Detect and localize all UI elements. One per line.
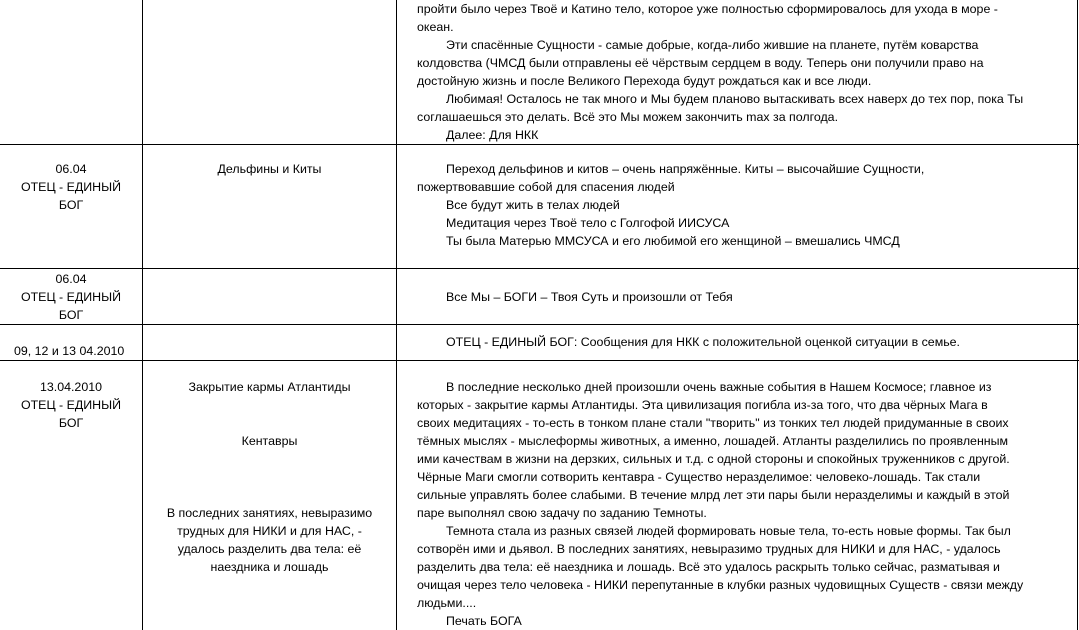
- paragraph-line: Переход дельфинов и китов – очень напряжённые. Киты – высочайшие Сущности,: [446, 162, 925, 176]
- author-text: БОГ: [58, 308, 84, 322]
- date-text: 13.04.2010: [39, 380, 102, 394]
- date-author-cell: [0, 160, 142, 214]
- table-row-content-cell: [403, 288, 1079, 306]
- paragraph-line: Все Мы – БОГИ – Твоя Суть и произошли от Тебя: [446, 290, 733, 304]
- paragraph-line: колдовства (ЧМСД были отправлены её чёрствым сердцем в воду. Теперь они получили право на: [417, 56, 984, 70]
- paragraph-line: очищая через тело человека - НИКИ перепутанные в клубки разных чудовищных Существ - связи между: [417, 578, 1024, 592]
- paragraph-line: Все будут жить в телах людей: [446, 198, 620, 212]
- paragraph-line: ими качествам в жизни на дерзких, сильных и т.д. с одной стороны и спокойных труженников с другой.: [417, 452, 1010, 466]
- table-row-content-cell: [403, 333, 1079, 351]
- topic-cell: [143, 378, 396, 396]
- row-divider: [0, 324, 1079, 325]
- author-text: ОТЕЦ - ЕДИНЫЙ: [20, 290, 122, 304]
- paragraph-line: Медитация через Твоё тело с Голгофой ИИСУСА: [446, 216, 730, 230]
- topic-text: Закрытие кармы Атлантиды: [188, 380, 351, 394]
- topic-text: наездника и лошадь: [210, 560, 329, 574]
- paragraph-line: Печать БОГА: [446, 614, 522, 628]
- author-text: БОГ: [58, 416, 84, 430]
- row-divider: [0, 268, 1079, 269]
- paragraph-line: которых - закрытие кармы Атлантиды. Эта цивилизация погибла из-за того, что два чёрных Мага в: [417, 398, 988, 412]
- date-author-cell: [0, 378, 142, 432]
- paragraph-line: своих медитациях - то-есть в тонком плане стали "творить" из тонких тел людей придуманные в своих: [417, 416, 1009, 430]
- paragraph-line: сотворён ими и дьявол. В последних занятиях, невыразимо трудных для НИКИ и для НАС, - удалось: [417, 542, 1001, 556]
- paragraph-line: океан.: [417, 20, 454, 34]
- paragraph-line: паре выполнял свою задачу по заданию Темноты.: [417, 506, 707, 520]
- paragraph-line: ОТЕЦ - ЕДИНЫЙ БОГ: Сообщения для НКК с положительной оценкой ситуации в семье.: [446, 335, 960, 349]
- paragraph-line: сильные управлять более слабыми. В течение млрд лет эти пары были неразделимы и каждый в этой: [417, 488, 1010, 502]
- topic-text: Дельфины и Киты: [217, 162, 322, 176]
- paragraph-line: пройти было через Твоё и Катино тело, которое уже полностью сформировалось для ухода в море -: [417, 2, 998, 16]
- topic-cell: [143, 432, 396, 450]
- paragraph-line: соглашаешься это делать. Всё это Мы можем закончить max за полгода.: [417, 110, 839, 124]
- author-text: ОТЕЦ - ЕДИНЫЙ: [20, 180, 122, 194]
- date-author-cell: [0, 270, 142, 324]
- date-text: 06.04: [55, 162, 87, 176]
- author-text: БОГ: [58, 198, 84, 212]
- topic-text: Кентавры: [241, 434, 298, 448]
- paragraph-line: людьми....: [417, 596, 477, 610]
- paragraph-line: Любимая! Осталось не так много и Мы будем планово вытаскивать всех наверх до тех пор, пока Ты: [446, 92, 1024, 106]
- paragraph-line: тёмных мыслях - мыслеформы животных, а именно, лошадей. Атланты разделились по проявленным: [417, 434, 1009, 448]
- row-divider: [0, 360, 1079, 361]
- topic-cell: [143, 504, 396, 576]
- date-range-text: 09, 12 и 13 04.2010: [14, 344, 125, 358]
- paragraph-line: Эти спасённые Сущности - самые добрые, когда-либо жившие на планете, путём коварства: [446, 38, 979, 52]
- topic-cell: [143, 160, 396, 178]
- column-divider: [396, 0, 397, 630]
- topic-text: удалось разделить два тела: её: [177, 542, 362, 556]
- paragraph-line: В последние несколько дней произошли очень важные события в Нашем Космосе; главное из: [446, 380, 992, 394]
- date-text: 06.04: [55, 272, 87, 286]
- date-text: [0, 342, 142, 360]
- topic-text: В последних занятиях, невыразимо: [166, 506, 373, 520]
- paragraph-line: Чёрные Маги смогли сотворить кентавра - Существо неразделимое: человеко-лошадь. Так стали: [417, 470, 981, 484]
- topic-text: трудных для НИКИ и для НАС, -: [177, 524, 362, 538]
- row-divider: [0, 144, 1079, 145]
- paragraph-line: разделить два тела: её наездника и лошадь. Всё это удалось раскрыть только сейчас, разматывая и: [417, 560, 1000, 574]
- table-row-content-cell: [403, 160, 1079, 250]
- table-row-content-cell: [403, 0, 1079, 144]
- paragraph-line: пожертвовавшие собой для спасения людей: [417, 180, 675, 194]
- paragraph-line: Далее: Для НКК: [446, 128, 539, 142]
- paragraph-line: достойную жизнь и после Великого Перехода будут рождаться как и все люди.: [417, 74, 872, 88]
- table-row-content-cell: [403, 378, 1079, 630]
- paragraph-line: Темнота стала из разных связей людей формировать новые тела, то-есть новые формы. Так был: [446, 524, 1011, 538]
- author-text: ОТЕЦ - ЕДИНЫЙ: [20, 398, 122, 412]
- paragraph-line: Ты была Матерью ММСУСА и его любимой его женщиной – вмешались ЧМСД: [446, 234, 900, 248]
